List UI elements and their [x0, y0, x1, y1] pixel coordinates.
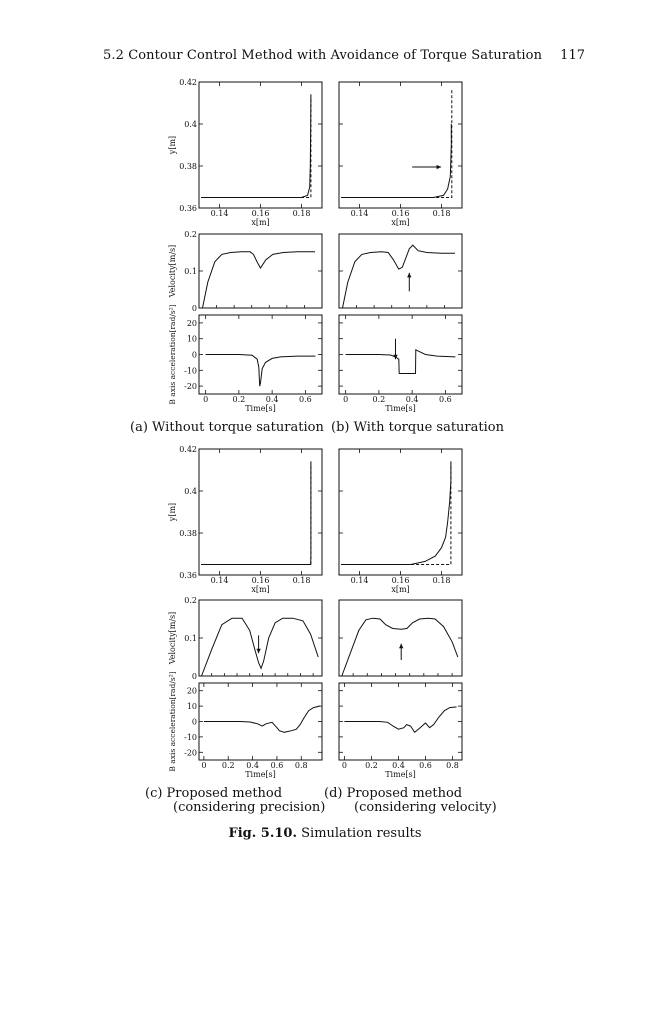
x-tick-label: 0.14 — [210, 576, 229, 585]
figure-caption — [0, 826, 650, 841]
panel-d-caption-2: (considering velocity) — [354, 800, 497, 815]
x-axis-label: x[m] — [251, 585, 270, 594]
x-tick-label: 0.16 — [391, 576, 410, 585]
x-tick-label: 0.4 — [405, 395, 419, 404]
y-tick-label: 0 — [191, 304, 197, 313]
annotation-arrowhead — [437, 165, 442, 169]
x-tick-label: 0.8 — [446, 761, 459, 770]
y-tick-label: -10 — [184, 366, 197, 376]
y-tick-label: 20 — [186, 318, 197, 328]
panel-b-acceleration-plot — [339, 315, 462, 413]
panel-a-acceleration-plot — [168, 304, 322, 413]
x-axis-label: Time[s] — [385, 404, 416, 413]
panel-c-velocity-plot — [168, 596, 322, 681]
series-line — [346, 350, 456, 374]
series-line — [201, 97, 311, 198]
series-line — [344, 707, 456, 732]
x-axis-label: Time[s] — [245, 770, 276, 779]
series-line — [341, 464, 451, 565]
figure-caption-label: Fig. 5.10. — [228, 826, 297, 841]
y-axis-label: Velocity[m/s] — [168, 611, 177, 665]
x-tick-label: 0 — [343, 395, 349, 404]
panel-a-xy-plot — [168, 78, 322, 227]
reference-path-line — [341, 460, 451, 565]
plot-frame — [339, 600, 462, 676]
series-line — [206, 355, 316, 387]
annotation-arrowhead — [407, 273, 411, 278]
x-tick-label: 0.6 — [270, 761, 284, 770]
x-tick-label: 0.4 — [265, 395, 279, 404]
x-tick-label: 0.2 — [372, 395, 386, 404]
x-tick-label: 0.18 — [292, 576, 311, 585]
y-tick-label: 0.1 — [184, 634, 197, 643]
y-tick-label: 0.42 — [179, 445, 197, 454]
x-tick-label: 0 — [201, 761, 207, 770]
panel-a-caption: (a) Without torque saturation — [130, 420, 324, 435]
panel-b-xy-plot — [339, 82, 462, 227]
y-tick-label: 0 — [191, 717, 197, 727]
panel-d-velocity-plot — [339, 600, 462, 676]
x-tick-label: 0.2 — [221, 761, 235, 770]
plot-frame — [339, 449, 462, 575]
x-axis-label: Time[s] — [245, 404, 276, 413]
annotation-arrowhead — [399, 644, 403, 649]
panel-c-caption-2: (considering precision) — [173, 800, 326, 815]
y-axis-label: Velocity[m/s] — [168, 244, 177, 298]
series-line — [204, 706, 320, 732]
x-tick-label: 0.6 — [299, 395, 312, 404]
x-axis-label: x[m] — [391, 585, 410, 594]
panel-d-acceleration-plot — [339, 683, 462, 779]
x-tick-label: 0.2 — [365, 761, 378, 770]
y-tick-label: 10 — [186, 702, 197, 712]
y-tick-label: 0.36 — [179, 204, 197, 213]
y-tick-label: 0.4 — [184, 120, 197, 129]
plot-frame — [199, 82, 322, 208]
plot-frame — [199, 234, 322, 308]
reference-path-line — [201, 460, 311, 565]
y-tick-label: 10 — [186, 334, 197, 344]
x-tick-label: 0.18 — [432, 576, 451, 585]
y-axis-label: B axis acceleration[rad/s²] — [168, 671, 177, 772]
x-tick-label: 0.18 — [432, 209, 451, 218]
y-axis-label: y[m] — [168, 502, 177, 522]
y-tick-label: 20 — [186, 686, 197, 696]
plot-frame — [339, 234, 462, 308]
x-tick-label: 0.4 — [392, 761, 405, 770]
y-tick-label: 0.42 — [179, 78, 197, 87]
x-tick-label: 0.14 — [350, 209, 369, 218]
y-tick-label: 0.36 — [179, 571, 197, 580]
x-tick-label: 0 — [203, 395, 209, 404]
panel-a-velocity-plot — [168, 230, 322, 313]
panel-c-xy-plot — [168, 445, 322, 594]
running-title: 5.2 Contour Control Method with Avoidance of Torque Saturation — [103, 48, 543, 63]
annotation-arrowhead — [256, 649, 260, 654]
y-tick-label: 0.38 — [179, 162, 197, 171]
panel-b-velocity-plot — [339, 234, 462, 308]
series-line — [201, 464, 311, 565]
x-tick-label: 0.6 — [439, 395, 452, 404]
x-tick-label: 0.16 — [251, 209, 270, 218]
series-line — [341, 124, 451, 198]
y-tick-label: 0 — [191, 672, 197, 681]
reference-path-line — [341, 88, 452, 197]
y-tick-label: 0.2 — [184, 230, 197, 239]
figure-caption-text: Simulation results — [301, 826, 422, 841]
y-tick-label: -20 — [184, 748, 197, 758]
plot-frame — [199, 449, 322, 575]
x-tick-label: 0.16 — [251, 576, 270, 585]
panel-b — [339, 82, 462, 413]
x-tick-label: 0.8 — [294, 761, 308, 770]
panel-d — [339, 449, 462, 779]
y-tick-label: 0 — [191, 350, 197, 360]
y-tick-label: 0.2 — [184, 596, 197, 605]
x-tick-label: 0.6 — [419, 761, 432, 770]
y-tick-label: 0.38 — [179, 529, 197, 538]
x-axis-label: x[m] — [251, 218, 270, 227]
panel-c-caption: (c) Proposed method — [145, 786, 283, 801]
panel-d-xy-plot — [339, 449, 462, 594]
reference-path-line — [201, 93, 311, 198]
x-tick-label: 0 — [341, 761, 347, 770]
panel-c — [168, 445, 322, 779]
y-tick-label: -20 — [184, 382, 197, 392]
page-number: 117 — [560, 48, 585, 63]
plot-frame — [339, 82, 462, 208]
y-axis-label: y[m] — [168, 135, 177, 155]
x-tick-label: 0.16 — [391, 209, 410, 218]
y-tick-label: -10 — [184, 732, 197, 742]
y-tick-label: 0.4 — [184, 487, 197, 496]
x-tick-label: 0.14 — [350, 576, 369, 585]
plot-frame — [199, 600, 322, 676]
y-tick-label: 0.1 — [184, 267, 197, 276]
series-line — [343, 245, 456, 308]
panel-c-acceleration-plot — [168, 671, 322, 779]
panel-a — [168, 78, 322, 413]
panel-b-caption: (b) With torque saturation — [331, 420, 504, 435]
x-tick-label: 0.18 — [292, 209, 311, 218]
series-line — [202, 618, 319, 676]
x-tick-label: 0.4 — [246, 761, 259, 770]
x-tick-label: 0.14 — [210, 209, 229, 218]
panel-d-caption: (d) Proposed method — [324, 786, 463, 801]
x-axis-label: x[m] — [391, 218, 410, 227]
x-tick-label: 0.2 — [232, 395, 246, 404]
y-axis-label: B axis acceleration[rad/s²] — [168, 304, 177, 405]
x-axis-label: Time[s] — [385, 770, 416, 779]
series-line — [203, 252, 316, 308]
